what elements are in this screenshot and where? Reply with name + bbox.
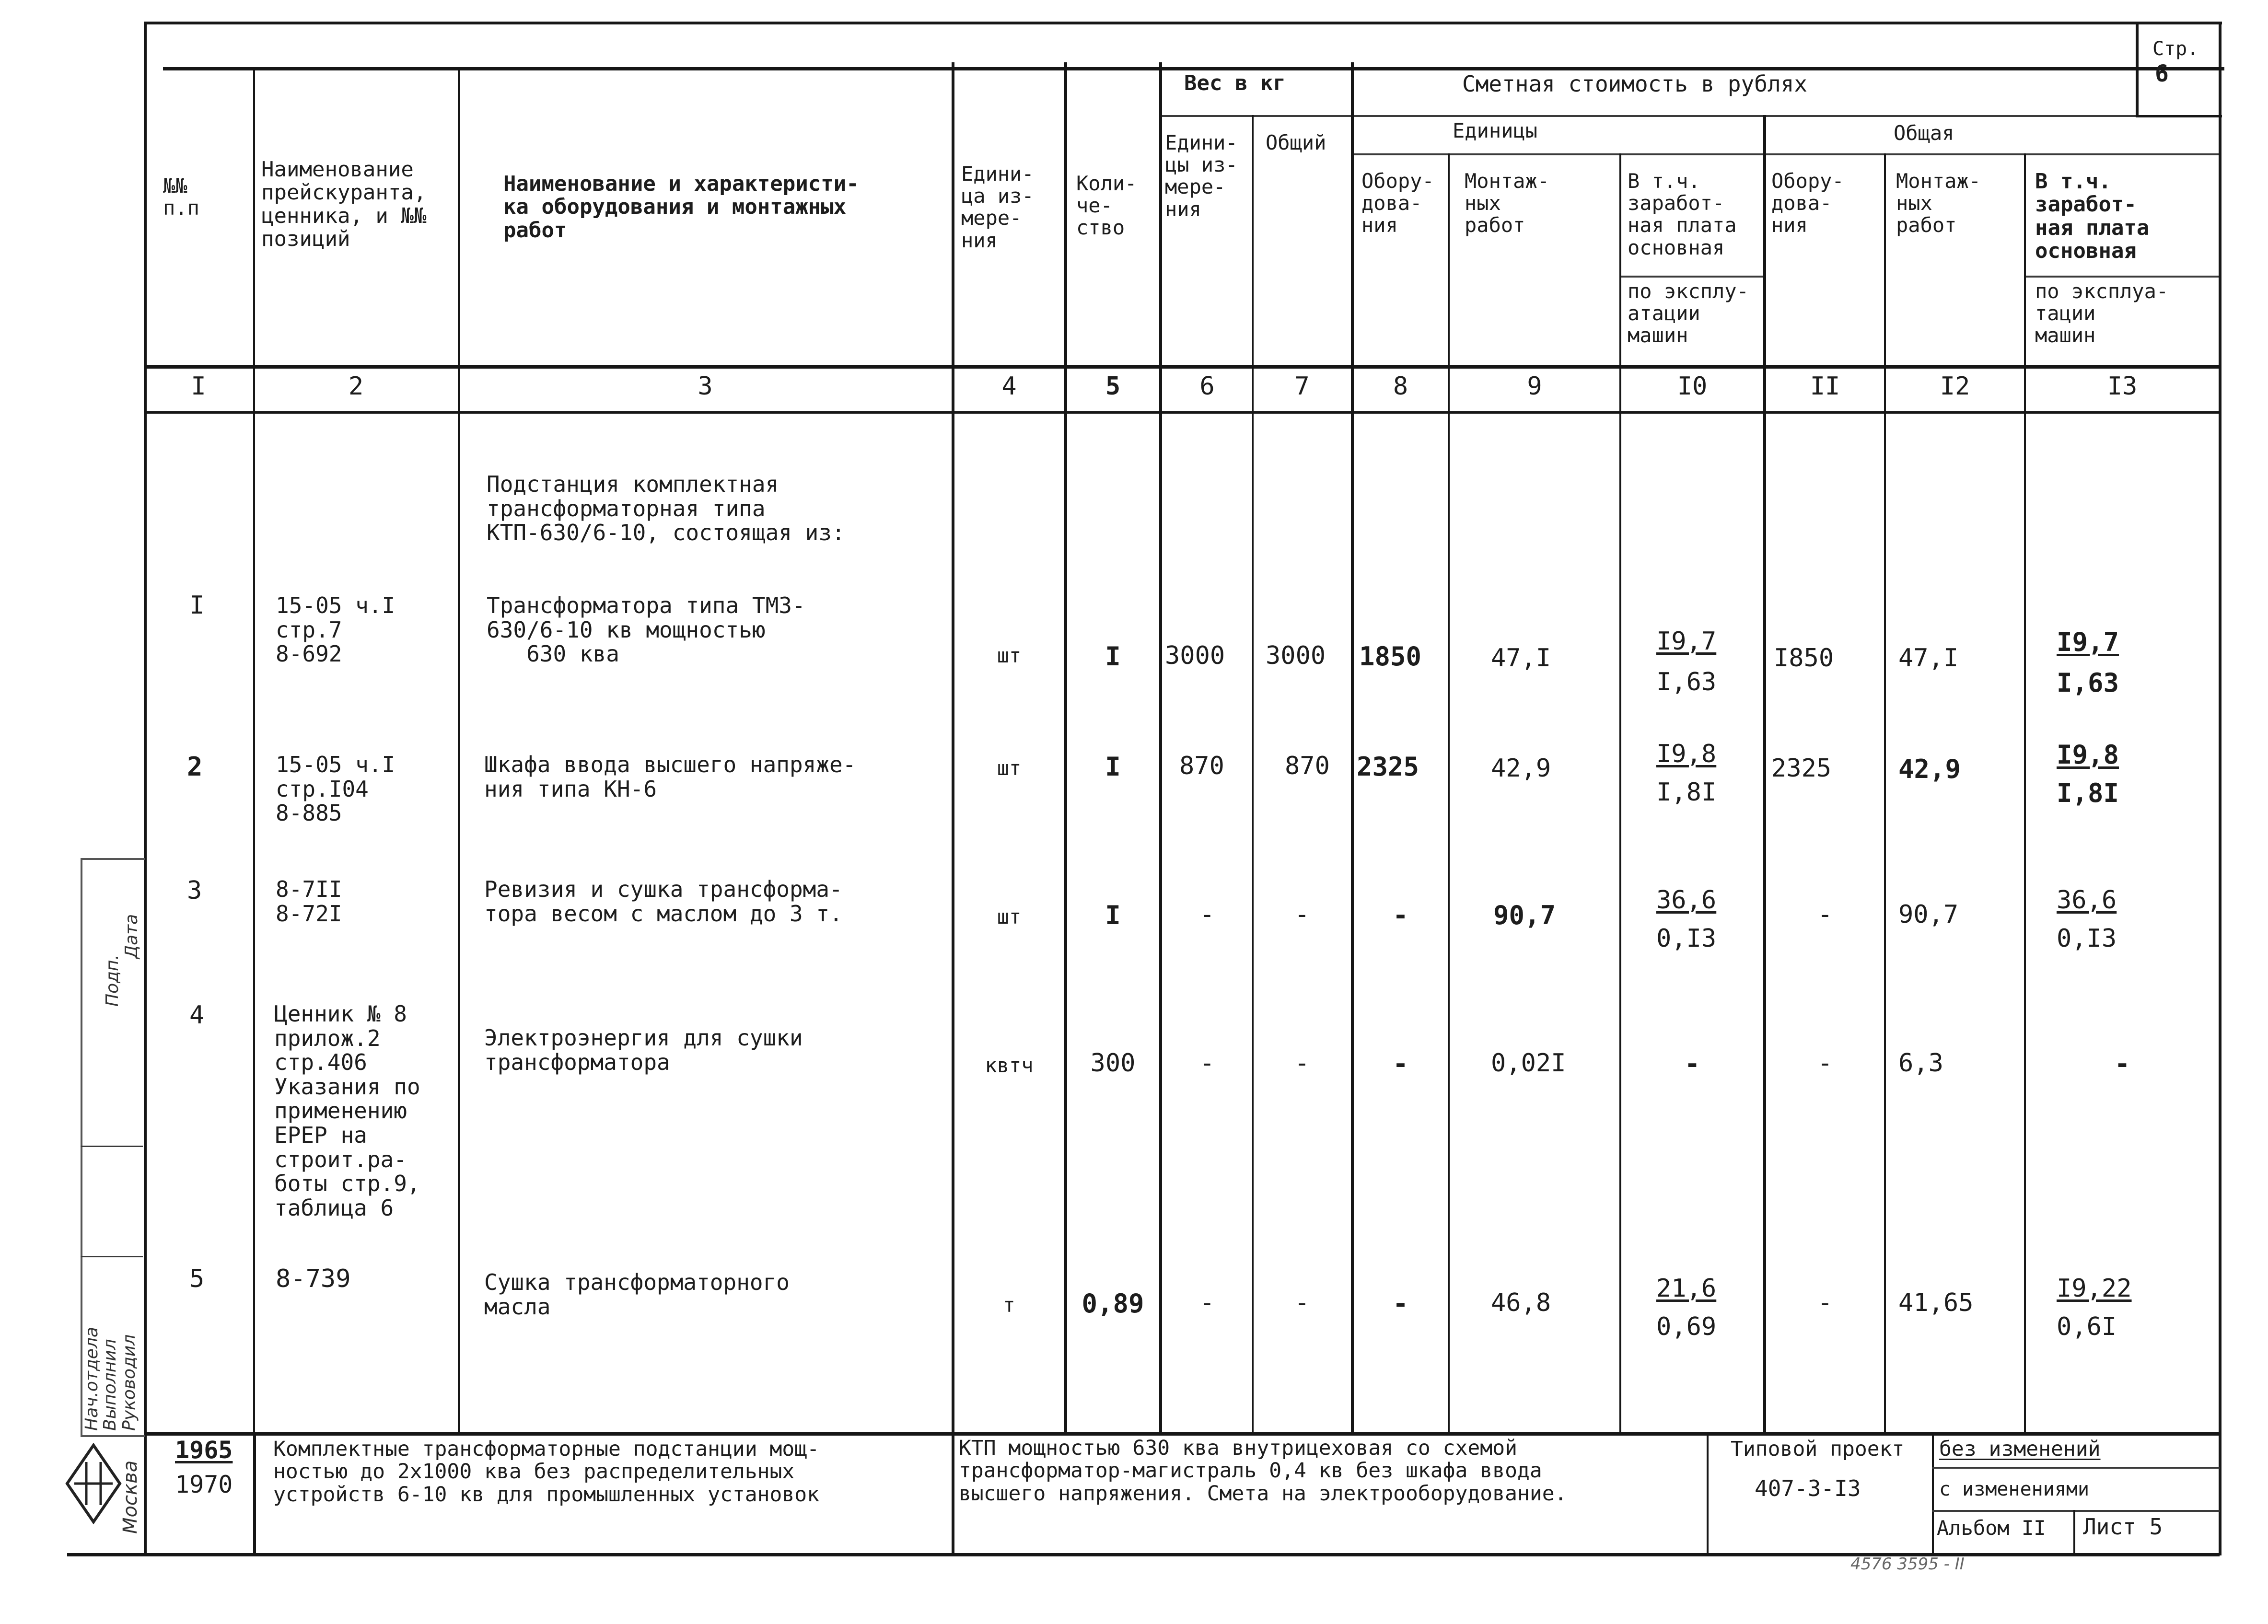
row-equip2: -: [1817, 900, 1833, 929]
col-line-9: [1619, 153, 1621, 1436]
row-name: Сушка трансформаторного масла: [484, 1269, 790, 1320]
row-mount: 42,9: [1491, 754, 1551, 783]
row-unit: шт: [997, 644, 1022, 667]
side-stamp-line-1: [81, 1146, 143, 1147]
col-line-2: [458, 67, 460, 1436]
header-bottom-line: [144, 365, 2220, 369]
row-mach2: 0,I3: [2057, 924, 2117, 953]
row-equip: 1850: [1359, 641, 1422, 672]
col-line-11: [1884, 153, 1886, 1436]
row-name: Ревизия и сушка трансформа- тора весом с маслом до 3 т.: [484, 876, 843, 927]
row-name: Трансформатора типа ТМЗ- 630/6-10 кв мощностью 630 ква: [487, 592, 805, 667]
header-top-line: [163, 67, 2224, 70]
col-number: I: [191, 372, 206, 401]
row-equip2: -: [1817, 1049, 1833, 1078]
row-wage2: I9,7: [2057, 627, 2119, 657]
col-number: 3: [698, 372, 713, 401]
row-mach: 0,69: [1656, 1312, 1717, 1341]
row-qty: 300: [1090, 1049, 1136, 1078]
header-mount: Монтаж- ных работ: [1465, 169, 1550, 237]
row-equip2: -: [1817, 1288, 1833, 1317]
row-mount: 47,I: [1491, 644, 1551, 673]
row-price: 15-05 ч.I стр.I04 8-885: [276, 752, 395, 826]
row-no: 2: [187, 752, 203, 782]
row-unit: шт: [997, 905, 1022, 928]
header-total-group: Общая: [1894, 121, 1954, 145]
header-units-group: Единицы: [1453, 119, 1538, 142]
col-line-8: [1448, 153, 1450, 1436]
row-equip: -: [1393, 900, 1408, 930]
col-line-12: [2024, 153, 2026, 1436]
header-weight-total: Общий: [1266, 131, 1326, 154]
row-mount2: 90,7: [1898, 900, 1959, 929]
col-number: 6: [1199, 372, 1215, 401]
header-pricelist: Наименование прейскуранта, ценника, и №№ позиций: [261, 157, 427, 252]
header-equip2: Обору- дова- ния: [1771, 169, 1844, 237]
row-equip: 2325: [1357, 752, 1419, 782]
col-number: 2: [348, 372, 364, 401]
row-equip: -: [1393, 1288, 1408, 1319]
row-weight-total: 3000: [1266, 641, 1326, 670]
col-number: I3: [2107, 372, 2138, 401]
row-price: 8-739: [276, 1264, 351, 1293]
footer-with-changes: с изменениями: [1939, 1478, 2090, 1500]
row-mount2: 6,3: [1898, 1049, 1943, 1078]
col-line-7: [1351, 62, 1354, 1436]
row-weight-unit: -: [1199, 1049, 1215, 1078]
col-line-3: [952, 62, 954, 1553]
header-mach2: по эксплуа- тации машин: [2035, 279, 2169, 348]
footer-no-changes: без изменений: [1939, 1437, 2101, 1461]
row-mount: 46,8: [1491, 1288, 1551, 1317]
row-qty: I: [1105, 641, 1121, 672]
row-mount: 0,02I: [1491, 1049, 1566, 1078]
side-stamp-role-1: Выполнил: [100, 1339, 120, 1431]
side-stamp-col-title: Подп.: [103, 954, 122, 1007]
side-stamp-line-2: [81, 1256, 143, 1257]
page-box-bottom: [2136, 115, 2222, 117]
header-name: Наименование и характеристи- ка оборудования и монтажных работ: [503, 172, 859, 243]
incl-split-line: [1620, 276, 1764, 278]
row-mach: I,63: [1656, 668, 1717, 696]
frame-top-line: [146, 22, 2222, 24]
row-equip: -: [1393, 1049, 1408, 1079]
row-name: Электроэнергия для сушки трансформатора: [484, 1025, 803, 1075]
col-number: 5: [1105, 372, 1121, 401]
row-price: 15-05 ч.I стр.7 8-692: [276, 592, 395, 667]
header-incl: В т.ч. заработ- ная плата основная: [1628, 169, 1737, 259]
footer-album: Альбом II: [1937, 1516, 2046, 1540]
row-unit: квтч: [985, 1054, 1034, 1077]
row-wage2: 36,6: [2057, 886, 2117, 915]
page-box-left: [2136, 22, 2139, 117]
row-wage: 36,6: [1656, 886, 1717, 915]
row-equip2: I850: [1774, 644, 1834, 673]
footer-year-2: 1970: [175, 1471, 233, 1498]
row-weight-unit: -: [1199, 1288, 1215, 1317]
row-mount2: 47,I: [1898, 644, 1959, 673]
header-weight-group: Вес в кг: [1184, 71, 1286, 95]
body-bottom-line: [144, 1432, 2220, 1436]
header-qty: Коли- че- ство: [1076, 172, 1137, 240]
row-mach: 0,I3: [1656, 924, 1717, 953]
col-line-6: [1252, 115, 1254, 1436]
col-number: 4: [1001, 372, 1017, 401]
footer-bottom-code: 4576 3595 - II: [1850, 1554, 1965, 1574]
row-weight-total: -: [1294, 1288, 1310, 1317]
row-qty: 0,89: [1082, 1288, 1144, 1319]
footer-city: Москва: [119, 1460, 141, 1534]
col-number: I0: [1677, 372, 1708, 401]
col-line-5: [1159, 62, 1162, 1436]
row-wage: 21,6: [1656, 1274, 1717, 1303]
footer-line-years: [253, 1433, 256, 1553]
row-mount2: 41,65: [1898, 1288, 1974, 1317]
side-stamp-role-3: Нач.отдела: [82, 1327, 102, 1431]
row-unit: шт: [997, 756, 1022, 780]
side-stamp-role-2: Руководил: [119, 1334, 139, 1431]
row-name: Шкафа ввода высшего напряже- ния типа КН-6: [484, 752, 856, 802]
col-number: II: [1810, 372, 1840, 401]
footer-project-code: 407-3-I3: [1755, 1475, 1861, 1501]
row-no: 5: [189, 1264, 205, 1293]
col-line-right: [2219, 22, 2221, 1555]
row-qty: I: [1105, 752, 1121, 782]
col-number: 8: [1393, 372, 1408, 401]
weight-sub-line: [1160, 115, 1352, 117]
col-number: 9: [1527, 372, 1542, 401]
row-mount: 90,7: [1493, 900, 1556, 930]
col-number: 7: [1294, 372, 1310, 401]
footer-year-1: 1965: [175, 1436, 233, 1464]
row-mach: I,8I: [1656, 778, 1717, 807]
row-weight-total: -: [1294, 900, 1310, 929]
row-mach2: 0,6I: [2057, 1312, 2117, 1341]
header-mount2: Монтаж- ных работ: [1896, 169, 1981, 237]
header-weight-unit: Едини- цы из- мере- ния: [1165, 131, 1238, 221]
footer-line-project: [1707, 1433, 1709, 1553]
row-unit: т: [1003, 1293, 1015, 1317]
footer-stamp-line-1: [1932, 1467, 2220, 1469]
row-mach2: I,63: [2057, 668, 2119, 698]
row-mach2: I,8I: [2057, 778, 2119, 808]
page-number: 6: [2155, 60, 2169, 87]
footer-stamp-line-2: [1932, 1510, 2220, 1512]
cost-sub-line: [1352, 115, 2220, 117]
footer-description: КТП мощностью 630 ква внутрицеховая со схемой трансформатор-магистраль 0,4 кв без шкафа ввода высшего напряжения. Смета на электрооборудование.: [959, 1436, 1567, 1506]
intro-text: Подстанция комплектная трансформаторная типа КТП-630/6-10, состоящая из:: [487, 471, 845, 546]
row-wage2: I9,22: [2057, 1274, 2132, 1303]
footer-title: Комплектные трансформаторные подстанции мощ- ностью до 2х1000 ква без распределительных устройств 6-10 кв для промышленных установок: [273, 1437, 820, 1507]
row-no: 4: [189, 1001, 205, 1030]
row-weight-total: -: [1294, 1049, 1310, 1078]
row-weight-unit: -: [1199, 900, 1215, 929]
incl2-split-line: [2025, 276, 2220, 278]
col-line-4: [1064, 62, 1067, 1436]
page-label: Стр.: [2152, 38, 2199, 60]
header-equip: Обору- дова- ния: [1361, 169, 1434, 237]
header-incl2: В т.ч. заработ- ная плата основная: [2035, 169, 2150, 264]
row-wage: I9,7: [1656, 627, 1717, 656]
header-no: №№ п.п: [163, 174, 199, 220]
row-wage: I9,8: [1656, 740, 1717, 768]
footer-stamp-divider: [2073, 1510, 2075, 1553]
header-mach: по эксплу- атации машин: [1628, 279, 1749, 348]
row-no: 3: [187, 876, 202, 905]
row-qty: I: [1105, 900, 1121, 930]
units-sub-line: [1352, 153, 2220, 155]
row-no: I: [189, 591, 205, 620]
row-wage2: I9,8: [2057, 740, 2119, 770]
footer-project-label: Типовой проект: [1731, 1437, 1905, 1461]
row-wage: -: [1684, 1049, 1700, 1079]
row-wage2: -: [2114, 1049, 2130, 1079]
row-mount2: 42,9: [1898, 754, 1961, 784]
footer-line-stamp: [1932, 1433, 1934, 1553]
footer-sheet: Лист 5: [2083, 1514, 2163, 1540]
col-line-10: [1763, 115, 1766, 1436]
header-unit: Едини- ца из- мере- ния: [961, 162, 1034, 252]
col-line-1: [253, 67, 255, 1436]
row-price: Ценник № 8 прилож.2 стр.406 Указания по применению ЕРЕР на строит.ра- боты стр.9, таблица 6: [274, 1001, 420, 1221]
numbers-bottom-line: [144, 411, 2220, 414]
col-number: I2: [1940, 372, 1970, 401]
row-price: 8-7II 8-72I: [276, 876, 342, 927]
row-weight-unit: 870: [1179, 752, 1224, 780]
row-equip2: 2325: [1771, 754, 1832, 783]
header-cost-group: Сметная стоимость в рублях: [1462, 71, 1808, 97]
row-weight-total: 870: [1285, 752, 1330, 780]
organization-logo: [65, 1443, 122, 1524]
row-weight-unit: 3000: [1165, 641, 1225, 670]
side-stamp-col-date: Дата: [122, 914, 141, 959]
